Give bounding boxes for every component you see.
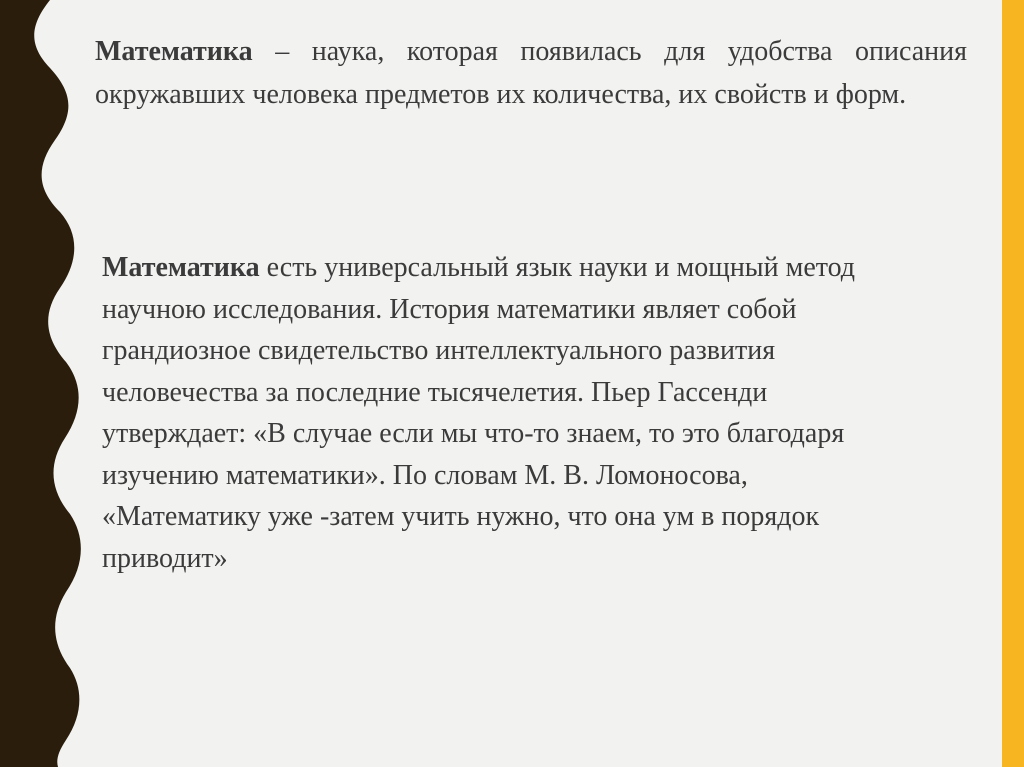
paragraph-2 (102, 247, 882, 579)
paragraph-1 (95, 30, 967, 116)
accent-strip (1002, 0, 1024, 767)
paragraph-1-text: – наука, которая появилась для удобства описания окружавших человека предметов их количества, их свойств и форм. (95, 36, 967, 110)
wavy-band-shape (0, 0, 81, 767)
paragraph-2-text: есть универсальный язык науки и мощный метод научною исследования. История математики являет собой грандиозное свидетельство интеллектуального развития человечества за последние тысячелетия. Пьер Гассенди утверждает: «В случае если мы что-то знаем, то это благодаря изучению математики». По словам М. В. Ломоносова, «Математику уже -затем учить нужно, что она ум в порядок приводит» (102, 252, 856, 574)
paragraph-2-term: Математика (102, 252, 260, 283)
wavy-left-band (0, 0, 90, 767)
paragraph-1-term: Математика (95, 36, 253, 67)
